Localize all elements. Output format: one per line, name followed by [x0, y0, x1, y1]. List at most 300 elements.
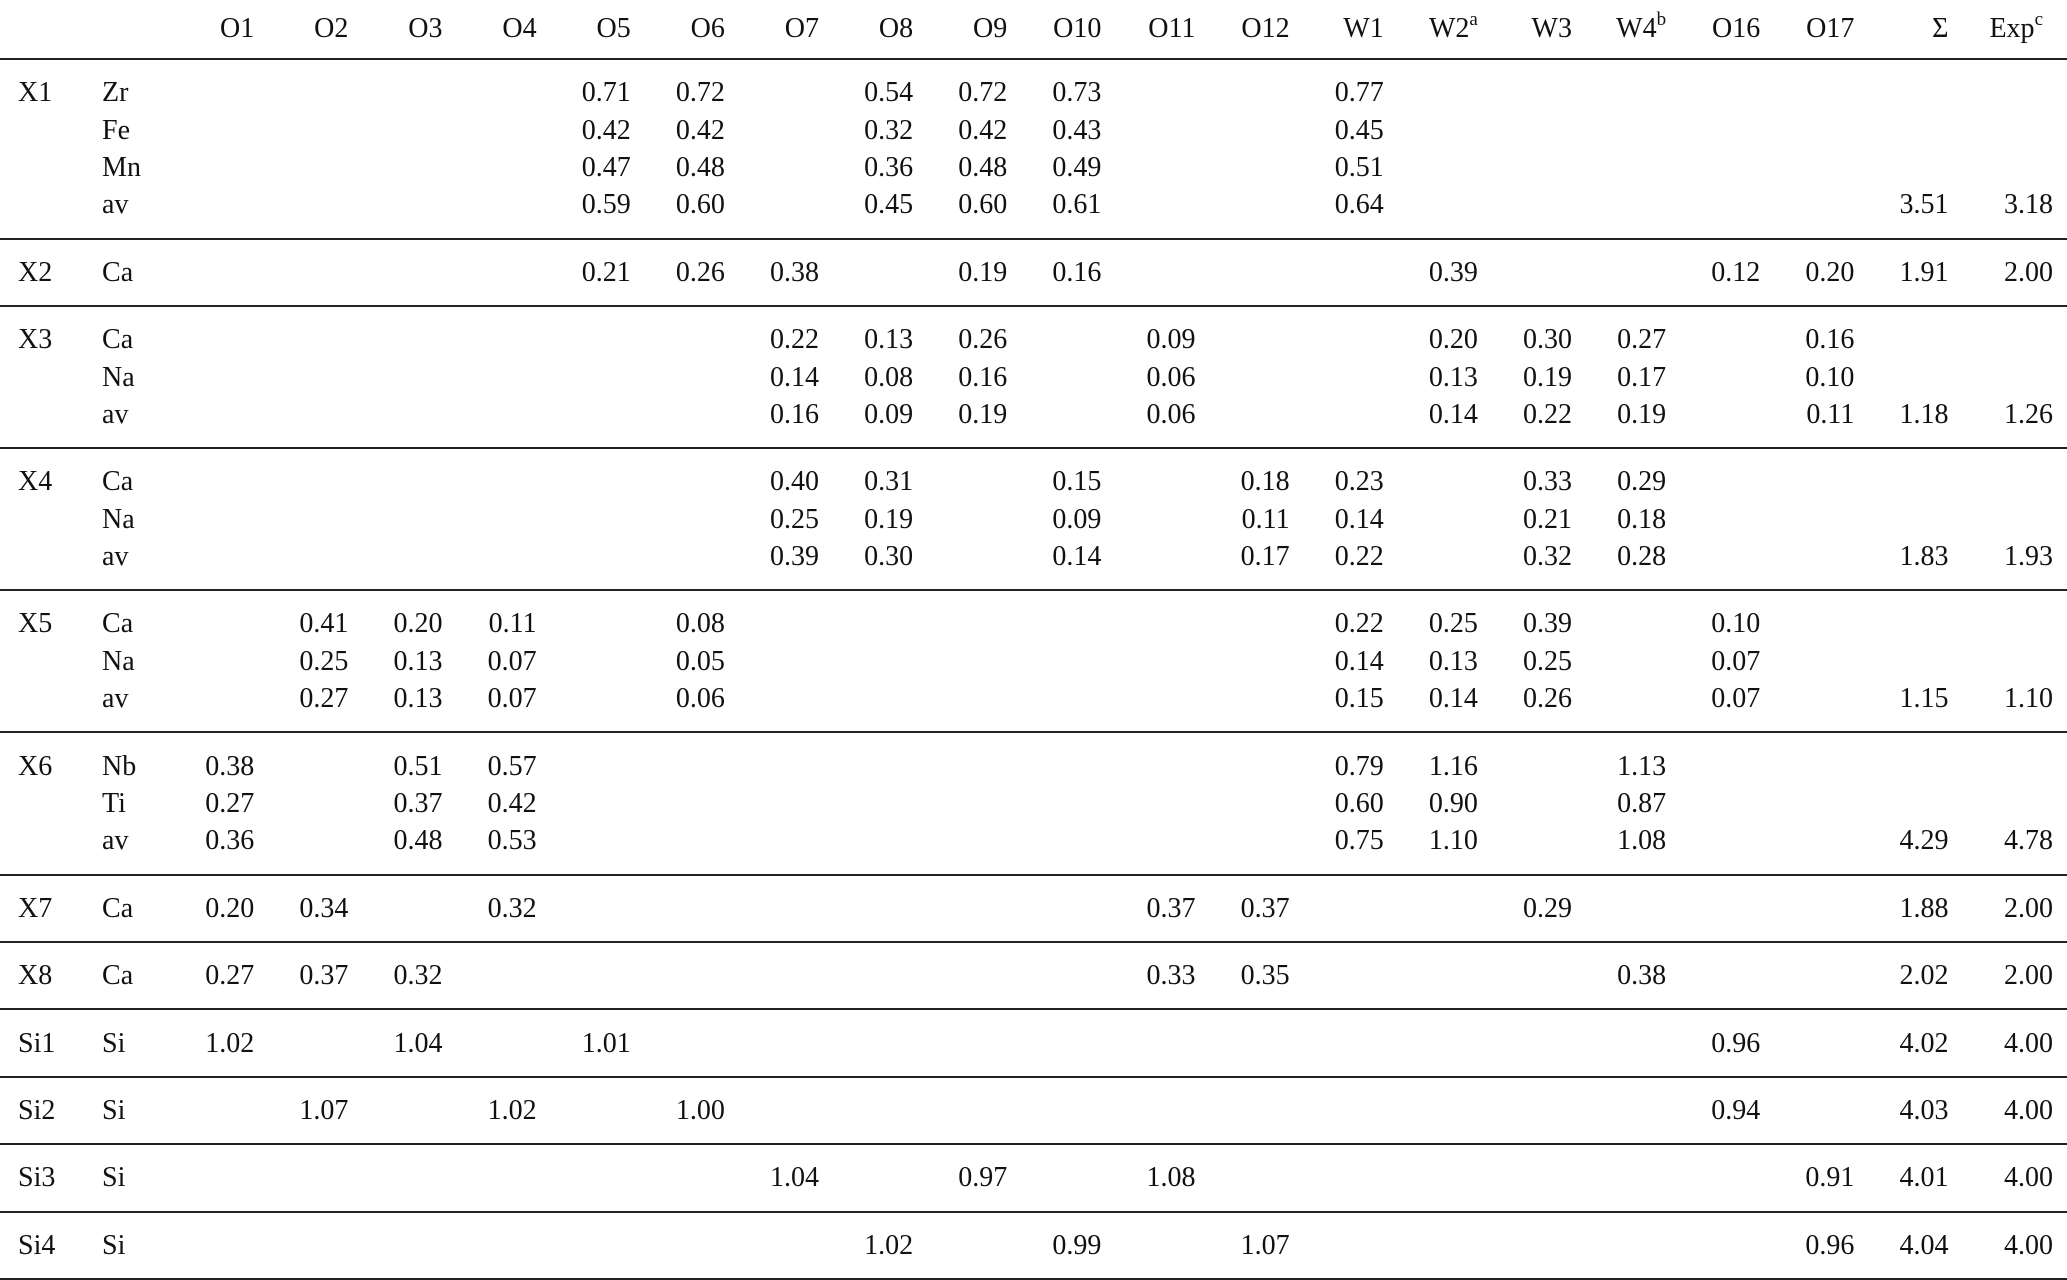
value-cell: 0.72 [675, 77, 725, 109]
column-header [1690, 0, 1784, 59]
value-cell [1125, 1212, 1219, 1279]
value-cell [561, 1077, 655, 1144]
value-cell [1031, 1144, 1125, 1211]
value-cell [1690, 306, 1784, 358]
site-group [0, 732, 2067, 874]
value-cell [466, 538, 560, 590]
value-cell: 0.11 [1241, 503, 1290, 535]
value-cell [1596, 59, 1690, 111]
column-header-label: O16 [1711, 13, 1761, 44]
value-cell [1596, 643, 1690, 680]
value-cell [749, 1212, 843, 1279]
site-label: X1 [18, 77, 53, 109]
value-cell [184, 149, 278, 186]
value-cell [749, 680, 843, 732]
value-cell: 0.60 [675, 189, 725, 221]
table-row [0, 942, 2067, 1009]
value-cell [1031, 396, 1125, 448]
value-cell [1784, 822, 1878, 874]
value-cell [1784, 149, 1878, 186]
value-cell [372, 239, 466, 306]
value-cell [749, 149, 843, 186]
value-cell [184, 396, 278, 448]
value-cell [1125, 239, 1219, 306]
value-cell: 4.00 [2004, 1027, 2053, 1059]
element-label: Na [102, 361, 135, 393]
value-cell [655, 448, 749, 500]
site-label [0, 785, 98, 822]
value-cell [466, 396, 560, 448]
value-cell: 0.34 [299, 892, 349, 924]
value-cell: 0.30 [864, 541, 914, 573]
value-cell: 0.96 [1805, 1229, 1855, 1261]
value-cell [184, 538, 278, 590]
value-cell [843, 680, 937, 732]
value-cell [1878, 111, 1972, 148]
value-cell [937, 643, 1031, 680]
value-cell [372, 396, 466, 448]
value-cell [1408, 942, 1502, 1009]
value-cell [1596, 1077, 1690, 1144]
value-cell: 0.57 [487, 750, 537, 782]
value-cell: 0.12 [1711, 256, 1761, 288]
value-cell [937, 785, 1031, 822]
site-group [0, 239, 2067, 306]
element-label: Ca [102, 324, 134, 356]
value-cell [1125, 822, 1219, 874]
value-cell: 0.91 [1805, 1162, 1855, 1194]
element-label: Si [102, 1027, 126, 1059]
value-cell [1784, 643, 1878, 680]
site-group [0, 942, 2067, 1009]
value-cell: 0.13 [864, 324, 914, 356]
site-label [0, 680, 98, 732]
column-header-label: Σ [1932, 13, 1949, 44]
value-cell [278, 1009, 372, 1076]
value-cell [1690, 501, 1784, 538]
value-cell [1596, 111, 1690, 148]
value-cell: 0.41 [299, 608, 349, 640]
value-cell: 1.02 [205, 1027, 255, 1059]
value-cell [1314, 358, 1408, 395]
value-cell: 1.18 [1899, 398, 1949, 430]
element-label: Ca [102, 960, 134, 992]
value-cell: 0.37 [1240, 892, 1290, 924]
value-cell [1784, 59, 1878, 111]
value-cell: 1.10 [1428, 825, 1478, 857]
value-cell: 2.02 [1899, 960, 1949, 992]
value-cell [843, 643, 937, 680]
value-cell: 0.40 [769, 466, 819, 498]
value-cell: 1.04 [769, 1162, 819, 1194]
value-cell [655, 396, 749, 448]
value-cell [1784, 538, 1878, 590]
value-cell: 0.42 [958, 114, 1008, 146]
value-cell: 0.94 [1711, 1095, 1761, 1126]
site-group [0, 59, 2067, 239]
value-cell: 0.13 [1428, 361, 1478, 393]
value-cell [1784, 875, 1878, 942]
value-cell: 0.42 [581, 114, 631, 146]
value-cell [1502, 111, 1596, 148]
value-cell: 0.87 [1617, 788, 1667, 820]
value-cell [561, 680, 655, 732]
column-header-label: O6 [690, 13, 725, 44]
value-cell [561, 501, 655, 538]
value-cell: 1.01 [581, 1027, 631, 1059]
value-cell [1784, 785, 1878, 822]
value-cell: 0.23 [1334, 466, 1384, 498]
value-cell: 0.14 [1052, 541, 1102, 573]
value-cell [843, 822, 937, 874]
value-cell: 0.17 [1617, 361, 1667, 393]
value-cell [749, 186, 843, 238]
value-cell [1125, 643, 1219, 680]
table-row [0, 111, 2067, 148]
column-header [1219, 0, 1313, 59]
value-cell [843, 1144, 937, 1211]
value-cell: 0.59 [581, 189, 631, 221]
value-cell [1878, 501, 1972, 538]
value-cell [561, 358, 655, 395]
value-cell [1502, 1212, 1596, 1279]
value-cell [184, 306, 278, 358]
column-header-label: W3 [1531, 13, 1572, 44]
value-cell [1125, 111, 1219, 148]
value-cell: 0.08 [675, 608, 725, 640]
table-row [0, 590, 2067, 642]
element-label: av [102, 189, 129, 221]
value-cell [749, 785, 843, 822]
value-cell [1690, 59, 1784, 111]
value-cell: 4.00 [2004, 1162, 2053, 1194]
value-cell [1690, 538, 1784, 590]
value-cell [184, 1212, 278, 1279]
value-cell [1031, 1077, 1125, 1144]
value-cell [1690, 1212, 1784, 1279]
value-cell [1219, 822, 1313, 874]
value-cell [1219, 1077, 1313, 1144]
value-cell: 0.10 [1805, 361, 1855, 393]
value-cell [1690, 1144, 1784, 1211]
table-row [0, 448, 2067, 500]
value-cell [655, 1009, 749, 1076]
value-cell [1031, 680, 1125, 732]
value-cell [1219, 239, 1313, 306]
site-label [0, 643, 98, 680]
value-cell: 0.14 [769, 361, 819, 393]
site-label: X7 [18, 892, 53, 924]
site-label: Si1 [18, 1027, 56, 1059]
column-header-label: O3 [408, 13, 443, 44]
value-cell: 0.21 [581, 256, 631, 288]
value-cell: 0.06 [1146, 361, 1196, 393]
value-cell [1314, 1144, 1408, 1211]
value-cell [1031, 875, 1125, 942]
value-cell: 0.16 [1052, 256, 1102, 288]
value-cell: 0.42 [675, 114, 725, 146]
value-cell [278, 111, 372, 148]
value-cell: 0.19 [1617, 398, 1667, 430]
value-cell [937, 680, 1031, 732]
value-cell [1031, 358, 1125, 395]
value-cell [1031, 732, 1125, 784]
table-row [0, 396, 2067, 448]
value-cell: 0.32 [864, 114, 914, 146]
element-label: Zr [102, 77, 129, 109]
value-cell: 0.25 [299, 645, 349, 677]
value-cell [184, 111, 278, 148]
table-row [0, 822, 2067, 874]
value-cell [655, 306, 749, 358]
value-cell [278, 1144, 372, 1211]
value-cell [749, 875, 843, 942]
value-cell [1219, 785, 1313, 822]
value-cell [278, 1212, 372, 1279]
value-cell [1219, 643, 1313, 680]
value-cell [1502, 785, 1596, 822]
value-cell [372, 149, 466, 186]
value-cell [1596, 186, 1690, 238]
element-label: Ca [102, 892, 134, 924]
value-cell [1408, 538, 1502, 590]
value-cell [1596, 590, 1690, 642]
value-cell [655, 785, 749, 822]
value-cell [1784, 111, 1878, 148]
value-cell: 0.10 [1711, 608, 1761, 640]
value-cell [1690, 448, 1784, 500]
value-cell [1219, 396, 1313, 448]
footnote-marker: a [1469, 9, 1478, 30]
value-cell: 0.09 [864, 398, 914, 430]
value-cell [372, 186, 466, 238]
value-cell [937, 538, 1031, 590]
value-cell: 1.02 [487, 1095, 537, 1126]
value-cell: 0.17 [1240, 541, 1290, 573]
value-cell [372, 358, 466, 395]
value-cell [1972, 590, 2067, 642]
footnote-marker: c [2034, 9, 2043, 30]
value-cell [466, 239, 560, 306]
column-header-label: O5 [596, 13, 631, 44]
value-cell [561, 732, 655, 784]
value-cell: 0.45 [1334, 114, 1384, 146]
value-cell: 0.27 [299, 683, 349, 715]
site-label [0, 822, 98, 874]
value-cell: 0.48 [958, 151, 1008, 183]
value-cell [1219, 1144, 1313, 1211]
site-group [0, 1212, 2067, 1279]
value-cell [561, 942, 655, 1009]
value-cell: 0.19 [958, 398, 1008, 430]
value-cell: 1.07 [1240, 1229, 1290, 1261]
value-cell [1878, 448, 1972, 500]
value-cell [655, 732, 749, 784]
site-group [0, 306, 2067, 448]
value-cell: 4.03 [1899, 1095, 1949, 1126]
value-cell [1972, 643, 2067, 680]
value-cell [184, 358, 278, 395]
value-cell: 3.51 [1899, 189, 1949, 221]
value-cell [1408, 59, 1502, 111]
value-cell [1314, 1212, 1408, 1279]
value-cell: 0.27 [1617, 324, 1667, 356]
value-cell [1972, 59, 2067, 111]
value-cell: 0.20 [205, 892, 255, 924]
value-cell: 0.38 [1617, 960, 1667, 992]
value-cell [1314, 306, 1408, 358]
value-cell [1031, 822, 1125, 874]
value-cell [278, 501, 372, 538]
value-cell [843, 785, 937, 822]
value-cell: 1.00 [675, 1095, 725, 1126]
value-cell: 0.49 [1052, 151, 1102, 183]
value-cell: 2.00 [2004, 256, 2053, 288]
value-cell [937, 1212, 1031, 1279]
value-cell [1972, 785, 2067, 822]
value-cell: 0.71 [581, 77, 631, 109]
value-cell: 0.36 [205, 825, 255, 857]
value-cell [561, 1144, 655, 1211]
value-cell: 1.13 [1617, 750, 1667, 782]
value-cell [1502, 1144, 1596, 1211]
column-header [1502, 0, 1596, 59]
value-cell [184, 1144, 278, 1211]
value-cell: 0.31 [864, 466, 914, 498]
value-cell [184, 1077, 278, 1144]
value-cell: 0.37 [1146, 892, 1196, 924]
value-cell [372, 501, 466, 538]
value-cell [1878, 149, 1972, 186]
column-header-label: O9 [972, 13, 1008, 44]
element-label: Na [102, 503, 135, 535]
value-cell [1972, 358, 2067, 395]
value-cell [184, 643, 278, 680]
value-cell [561, 396, 655, 448]
value-cell: 4.29 [1899, 825, 1949, 857]
value-cell [937, 590, 1031, 642]
value-cell [561, 785, 655, 822]
value-cell: 0.07 [487, 683, 537, 715]
table-row [0, 1077, 2067, 1144]
column-header [1031, 0, 1125, 59]
table-row [0, 239, 2067, 306]
value-cell: 4.02 [1899, 1027, 1949, 1059]
value-cell [1408, 1212, 1502, 1279]
column-header [1972, 0, 2067, 59]
table-row [0, 306, 2067, 358]
column-header-label: W1 [1343, 13, 1384, 44]
value-cell [655, 538, 749, 590]
value-cell [1878, 785, 1972, 822]
value-cell: 0.18 [1240, 466, 1290, 498]
value-cell: 1.91 [1899, 256, 1949, 288]
value-cell [1878, 306, 1972, 358]
value-cell [1219, 1009, 1313, 1076]
value-cell [1031, 785, 1125, 822]
value-cell [1408, 875, 1502, 942]
value-cell [1125, 186, 1219, 238]
value-cell: 0.07 [487, 645, 537, 677]
value-cell: 0.20 [1428, 324, 1478, 356]
value-cell [1031, 942, 1125, 1009]
value-cell [1219, 111, 1313, 148]
value-cell [843, 875, 937, 942]
value-cell: 0.33 [1522, 466, 1572, 498]
value-cell: 0.36 [864, 151, 914, 183]
value-cell [466, 149, 560, 186]
value-cell: 0.27 [205, 960, 255, 992]
column-header-label: O4 [502, 13, 537, 44]
value-cell [1031, 643, 1125, 680]
value-cell [1690, 822, 1784, 874]
value-cell [1502, 1077, 1596, 1144]
element-label: Fe [102, 114, 131, 146]
element-label: av [102, 683, 129, 715]
value-cell [278, 59, 372, 111]
value-cell [184, 501, 278, 538]
value-cell: 0.14 [1334, 503, 1384, 535]
value-cell: 0.35 [1240, 960, 1290, 992]
table-row [0, 1144, 2067, 1211]
site-label [0, 501, 98, 538]
value-cell: 0.22 [1334, 608, 1384, 640]
site-group [0, 590, 2067, 732]
value-cell [1596, 1009, 1690, 1076]
value-cell [561, 1212, 655, 1279]
value-cell [1784, 501, 1878, 538]
value-cell: 0.32 [393, 960, 443, 992]
value-cell [749, 643, 843, 680]
value-cell: 4.01 [1899, 1162, 1949, 1194]
value-cell: 0.39 [1522, 608, 1572, 640]
value-cell [561, 448, 655, 500]
element-label: av [102, 541, 129, 573]
value-cell [466, 448, 560, 500]
value-cell: 0.22 [1522, 398, 1572, 430]
value-cell [1784, 590, 1878, 642]
site-label: Si4 [18, 1229, 56, 1261]
value-cell: 0.20 [1805, 256, 1855, 288]
value-cell: 0.33 [1146, 960, 1196, 992]
column-header-label: O17 [1806, 13, 1855, 44]
value-cell: 0.47 [581, 151, 631, 183]
value-cell [655, 875, 749, 942]
value-cell: 0.22 [769, 324, 819, 356]
site-label: X5 [18, 608, 53, 640]
value-cell: 0.14 [1334, 645, 1384, 677]
value-cell [1502, 1009, 1596, 1076]
value-cell [749, 1009, 843, 1076]
value-cell: 0.25 [1428, 608, 1478, 640]
value-cell [937, 448, 1031, 500]
table-row [0, 59, 2067, 111]
value-cell [749, 590, 843, 642]
value-cell [278, 732, 372, 784]
value-cell [937, 1009, 1031, 1076]
site-label [0, 111, 98, 148]
value-cell [937, 1077, 1031, 1144]
value-cell [561, 538, 655, 590]
value-cell: 1.26 [2004, 398, 2053, 430]
element-label: Na [102, 645, 135, 677]
value-cell [278, 785, 372, 822]
value-cell [1972, 732, 2067, 784]
value-cell: 2.00 [2004, 892, 2053, 924]
element-label: av [102, 398, 129, 430]
value-cell [1784, 1077, 1878, 1144]
value-cell [1408, 1077, 1502, 1144]
